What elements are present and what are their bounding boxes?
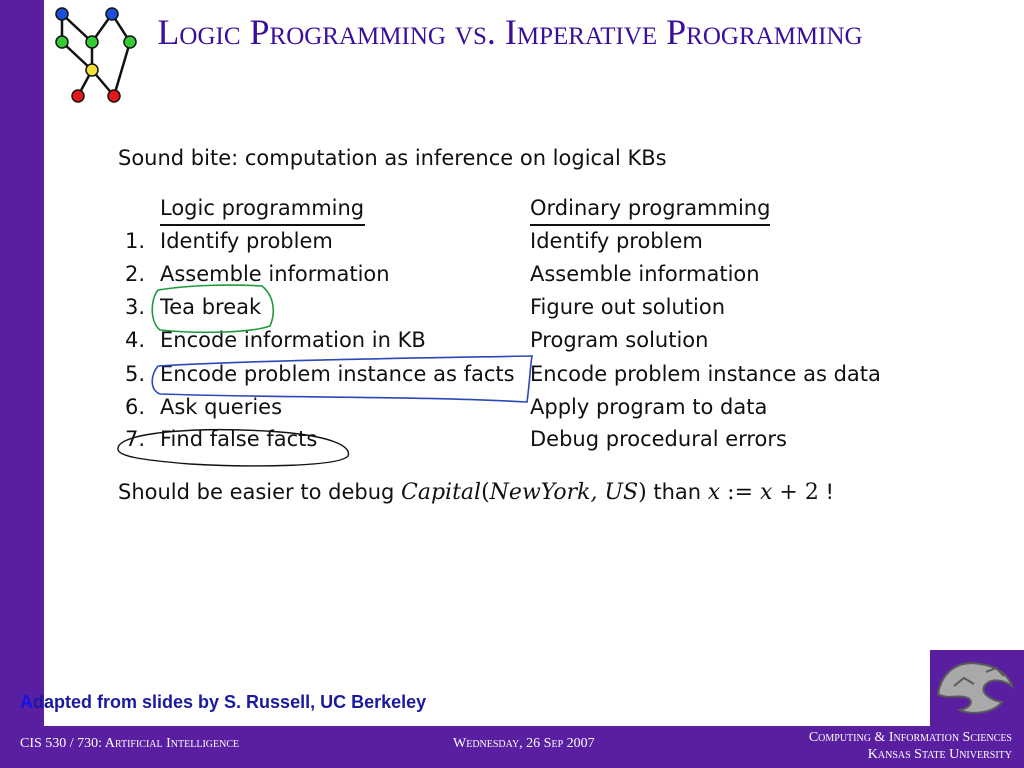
footer-course: CIS 530 / 730: Artificial Intelligence	[20, 736, 240, 751]
column-header-logic: Logic programming	[160, 196, 365, 220]
math-variable: x	[707, 480, 721, 505]
row-number: 6.	[125, 395, 146, 419]
footer-institution	[809, 729, 1012, 763]
logic-step: Encode information in KB	[160, 328, 426, 352]
math-plus-two: + 2	[772, 480, 819, 505]
debug-prefix: Should be easier to debug	[118, 480, 402, 504]
debug-comparison-text	[118, 480, 834, 505]
credit-first-letter: A	[20, 692, 33, 712]
math-function-name: Capital	[401, 480, 482, 505]
ordinary-step: Figure out solution	[530, 295, 726, 319]
math-arguments: NewYork, US	[489, 480, 639, 505]
credit-rest: dapted from slides by S. Russell, UC Berkeley	[33, 692, 427, 712]
column-header-ordinary: Ordinary programming	[530, 196, 771, 220]
powercat-logo-icon	[930, 650, 1024, 726]
math-close-paren: )	[638, 480, 647, 505]
logic-step: Assemble information	[160, 262, 390, 286]
math-variable: x	[760, 480, 773, 505]
logic-step: Encode problem instance as facts	[160, 362, 515, 386]
footer-bar	[0, 726, 1024, 768]
logic-step: Find false facts	[160, 427, 318, 451]
column-header-logic-underline	[160, 224, 365, 226]
math-assign: :=	[720, 480, 761, 505]
footer-department: Computing & Information Sciences	[808, 730, 1012, 745]
row-number: 5.	[125, 362, 146, 386]
footer-date: Wednesday, 26 Sep 2007	[453, 736, 595, 751]
credit-text	[20, 692, 426, 713]
sound-bite-text: Sound bite: computation as inference on logical KBs	[118, 146, 667, 170]
logic-step: Identify problem	[160, 229, 333, 253]
ordinary-step: Apply program to data	[530, 395, 768, 419]
row-number: 2.	[125, 262, 146, 286]
ordinary-step: Identify problem	[530, 229, 703, 253]
math-open-paren: (	[481, 480, 490, 505]
page-title: Logic Programming vs. Imperative Programming	[157, 12, 863, 52]
debug-suffix: !	[818, 480, 834, 504]
logic-step: Ask queries	[160, 395, 283, 419]
ordinary-step: Assemble information	[530, 262, 760, 286]
ordinary-step: Encode problem instance as data	[530, 362, 881, 386]
debug-middle: than	[646, 480, 708, 504]
logic-step: Tea break	[160, 295, 262, 319]
row-number: 4.	[125, 328, 146, 352]
footer-university: Kansas State University	[867, 747, 1012, 762]
ordinary-step: Program solution	[530, 328, 709, 352]
column-header-ordinary-underline	[530, 224, 770, 226]
row-number: 3.	[125, 295, 146, 319]
row-number: 1.	[125, 229, 146, 253]
row-number: 7.	[125, 427, 146, 451]
ordinary-step: Debug procedural errors	[530, 427, 787, 451]
